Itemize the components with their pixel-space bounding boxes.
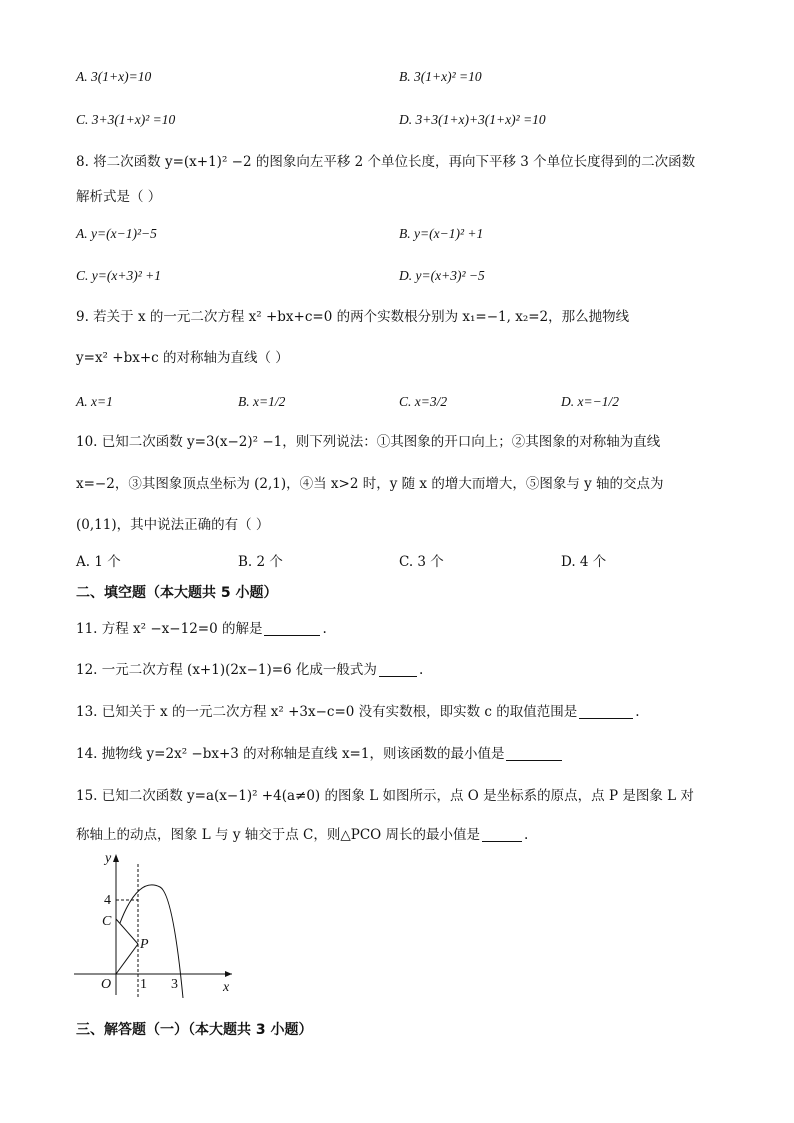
q9-stem-line2: y=x² +bx+c 的对称轴为直线（ ） bbox=[76, 350, 289, 366]
segment-op bbox=[116, 944, 138, 974]
point-p-label: P bbox=[140, 937, 149, 952]
q14-text: 14. 抛物线 y=2x² −bx+3 的对称轴是直线 x=1，则该函数的最小值是 bbox=[76, 746, 505, 762]
section-heading-fill-in: 二、填空题（本大题共 5 小题） bbox=[76, 585, 278, 601]
q11-end: . bbox=[322, 621, 327, 637]
q9-option-a: A. x=1 bbox=[76, 394, 113, 409]
q15-end: . bbox=[524, 827, 529, 843]
q14 bbox=[76, 744, 564, 764]
q15 bbox=[76, 825, 528, 845]
y-axis-arrow bbox=[113, 854, 119, 862]
q8-stem-line2: 解析式是（ ） bbox=[76, 189, 162, 205]
q8-option-a: A. y=(x−1)²−5 bbox=[76, 226, 157, 241]
q7-option-c: C. 3+3(1+x)² =10 bbox=[76, 112, 176, 127]
q10-stem-line3: (0,11)，其中说法正确的有（ ） bbox=[76, 517, 270, 533]
q9-option-c: C. x=3/2 bbox=[399, 394, 448, 409]
q8-option-d: D. y=(x+3)² −5 bbox=[399, 268, 485, 283]
q12 bbox=[76, 660, 423, 680]
q10-stem-line2: x=−2，③其图象顶点坐标为 (2,1)，④当 x>2 时，y 随 x 的增大而增大，⑤图象与 y 轴的交点为 bbox=[76, 476, 664, 492]
q7-option-b: B. 3(1+x)² =10 bbox=[399, 69, 482, 84]
q15-figure bbox=[74, 850, 244, 1000]
x-axis-arrow bbox=[225, 971, 232, 977]
q7-option-a: A. 3(1+x)=10 bbox=[76, 69, 152, 84]
q8-option-b: B. y=(x−1)² +1 bbox=[399, 226, 484, 241]
q9-option-b: B. x=1/2 bbox=[238, 394, 286, 409]
point-c-label: C bbox=[102, 914, 112, 929]
section-heading-solution: 三、解答题（一）（本大题共 3 小题） bbox=[76, 1022, 313, 1038]
q15-text: 称轴上的动点，图象 L 与 y 轴交于点 C，则△PCO 周长的最小值是 bbox=[76, 827, 481, 843]
q9-stem-line1: 9. 若关于 x 的一元二次方程 x² +bx+c=0 的两个实数根分别为 x₁=−1, x₂=2，那么抛物线 bbox=[76, 309, 630, 325]
tick-label-1: 1 bbox=[140, 977, 147, 992]
q7-option-d: D. 3+3(1+x)+3(1+x)² =10 bbox=[399, 112, 546, 127]
q12-end: . bbox=[418, 662, 424, 678]
q11-answer-blank bbox=[264, 621, 320, 636]
x-axis-label: x bbox=[223, 980, 230, 995]
q12-text: 12. 一元二次方程 (x+1)(2x−1)=6 化成一般式为 bbox=[76, 662, 377, 678]
q10-option-a: A. 1 个 bbox=[76, 554, 121, 570]
segment-cp bbox=[116, 919, 138, 944]
q8-option-c: C. y=(x+3)² +1 bbox=[76, 268, 161, 283]
q15-stem-line1: 15. 已知二次函数 y=a(x−1)² +4(a≠0) 的图象 L 如图所示，点 O 是坐标系的原点，点 P 是图象 L 对 bbox=[76, 788, 694, 804]
tick-label-3: 3 bbox=[171, 977, 178, 992]
q10-option-c: C. 3 个 bbox=[399, 554, 444, 570]
q8-stem-line1: 8. 将二次函数 y=(x+1)² −2 的图象向左平移 2 个单位长度，再向下平移 3 个单位长度得到的二次函数 bbox=[76, 154, 696, 170]
q14-answer-blank bbox=[506, 746, 562, 761]
y-axis-label: y bbox=[105, 851, 112, 866]
q13-answer-blank bbox=[579, 704, 633, 719]
q9-option-d: D. x=−1/2 bbox=[561, 394, 619, 409]
q13 bbox=[76, 702, 640, 722]
q11-text: 11. 方程 x² −x−12=0 的解是 bbox=[76, 621, 263, 637]
q12-answer-blank bbox=[379, 662, 417, 677]
tick-label-4: 4 bbox=[104, 893, 111, 908]
q10-option-d: D. 4 个 bbox=[561, 554, 607, 570]
q15-answer-blank bbox=[482, 827, 522, 842]
q13-text: 13. 已知关于 x 的一元二次方程 x² +3x−c=0 没有实数根，即实数 c 的取值范围是 bbox=[76, 704, 578, 720]
origin-label: O bbox=[101, 977, 112, 992]
q13-end: . bbox=[635, 704, 640, 720]
q10-stem-line1: 10. 已知二次函数 y=3(x−2)² −1，则下列说法：①其图象的开口向上；②其图象的对称轴为直线 bbox=[76, 434, 661, 450]
q10-option-b: B. 2 个 bbox=[238, 554, 283, 570]
q11 bbox=[76, 619, 327, 639]
